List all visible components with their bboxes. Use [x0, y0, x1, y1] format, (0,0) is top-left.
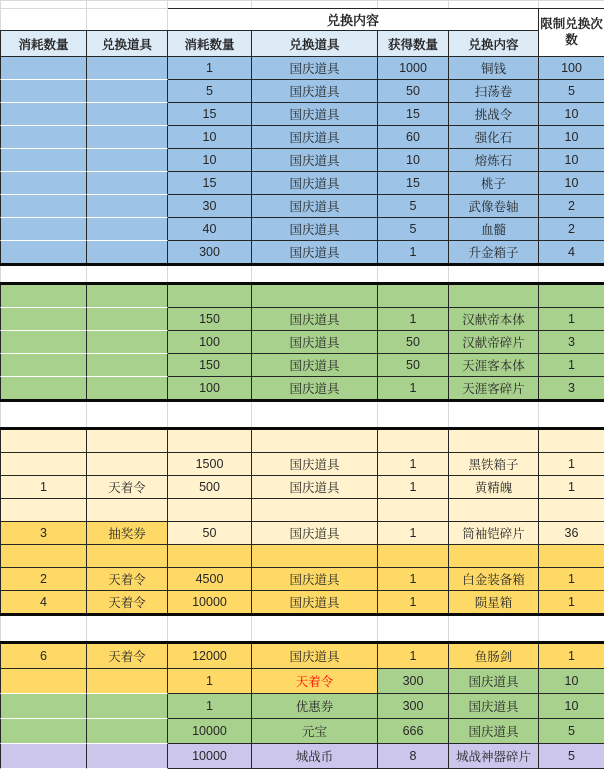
cell[interactable]: [1, 126, 87, 149]
col-header-consume-2[interactable]: 消耗数量: [168, 31, 252, 57]
cell[interactable]: 鱼肠剑: [449, 643, 539, 669]
cell[interactable]: 天着令: [87, 591, 168, 615]
cell[interactable]: 30: [168, 195, 252, 218]
cell[interactable]: [449, 545, 539, 568]
cell[interactable]: 1: [378, 308, 449, 331]
cell[interactable]: [87, 377, 168, 401]
table-row: [1, 669, 604, 694]
cell[interactable]: 国庆道具: [252, 103, 378, 126]
cell[interactable]: 国庆道具: [252, 476, 378, 499]
cell[interactable]: 1: [539, 568, 604, 591]
cell[interactable]: 国庆道具: [252, 377, 378, 401]
cell[interactable]: 10: [539, 694, 604, 719]
cell[interactable]: [378, 401, 449, 429]
cell[interactable]: 10: [168, 149, 252, 172]
cell[interactable]: [87, 331, 168, 354]
cell[interactable]: 300: [378, 669, 449, 694]
header-row-merged: [1, 9, 604, 31]
cell[interactable]: 国庆道具: [252, 308, 378, 331]
cell[interactable]: [449, 401, 539, 429]
table-row: [1, 476, 604, 499]
cell[interactable]: [1, 401, 87, 429]
cell[interactable]: [1, 499, 87, 522]
cell[interactable]: 国庆道具: [252, 80, 378, 103]
table-row: [1, 591, 604, 615]
cell[interactable]: [378, 615, 449, 643]
cell[interactable]: 1: [378, 643, 449, 669]
cell[interactable]: 10: [539, 103, 604, 126]
cell[interactable]: [539, 284, 604, 308]
cell[interactable]: 50: [378, 331, 449, 354]
cell[interactable]: [378, 499, 449, 522]
cell[interactable]: 3: [1, 522, 87, 545]
cell[interactable]: 4500: [168, 568, 252, 591]
cell[interactable]: 天着令: [252, 669, 378, 694]
table-row: [1, 195, 604, 218]
table-row: [1, 694, 604, 719]
cell[interactable]: 666: [378, 719, 449, 744]
cell[interactable]: [378, 545, 449, 568]
cell[interactable]: 强化石: [449, 126, 539, 149]
col-header-content[interactable]: 兑换内容: [449, 31, 539, 57]
table-row: [1, 126, 604, 149]
cell[interactable]: [539, 545, 604, 568]
cell[interactable]: 武像卷轴: [449, 195, 539, 218]
cell[interactable]: [1, 331, 87, 354]
cell[interactable]: 1: [378, 476, 449, 499]
table-row: [1, 331, 604, 354]
cell[interactable]: 5: [539, 744, 604, 769]
cell[interactable]: 3: [539, 377, 604, 401]
cell[interactable]: [449, 265, 539, 284]
cell[interactable]: 5: [539, 80, 604, 103]
cell[interactable]: [87, 149, 168, 172]
cell[interactable]: 5: [378, 195, 449, 218]
cell[interactable]: 1: [378, 568, 449, 591]
cell[interactable]: 40: [168, 218, 252, 241]
cell[interactable]: 天着令: [87, 476, 168, 499]
cell[interactable]: 10000: [168, 591, 252, 615]
cell[interactable]: [87, 453, 168, 476]
table-row: [1, 103, 604, 126]
cell[interactable]: 国庆道具: [449, 669, 539, 694]
cell[interactable]: [1, 719, 87, 744]
cell[interactable]: [168, 429, 252, 453]
cell[interactable]: [87, 195, 168, 218]
cell[interactable]: 100: [168, 377, 252, 401]
cell[interactable]: 10000: [168, 744, 252, 769]
cell[interactable]: 国庆道具: [252, 126, 378, 149]
cell[interactable]: [1, 284, 87, 308]
cell[interactable]: [1, 149, 87, 172]
cell[interactable]: [1, 354, 87, 377]
cell[interactable]: 国庆道具: [252, 57, 378, 80]
table-row: [1, 545, 604, 568]
cell[interactable]: 2: [539, 195, 604, 218]
cell[interactable]: 1: [539, 591, 604, 615]
cell[interactable]: [87, 284, 168, 308]
cell[interactable]: 天涯客碎片: [449, 377, 539, 401]
table-row: [1, 522, 604, 545]
cell[interactable]: 抽奖券: [87, 522, 168, 545]
cell[interactable]: 500: [168, 476, 252, 499]
cell[interactable]: 天涯客本体: [449, 354, 539, 377]
cell[interactable]: 白金装备箱: [449, 568, 539, 591]
cell[interactable]: 城战币: [252, 744, 378, 769]
cell[interactable]: [1, 429, 87, 453]
cell[interactable]: 国庆道具: [252, 331, 378, 354]
col-header-item-2[interactable]: 兑换道具: [252, 31, 378, 57]
cell[interactable]: [378, 284, 449, 308]
cell[interactable]: [1, 265, 87, 284]
table-row: [1, 643, 604, 669]
cell[interactable]: 5: [378, 218, 449, 241]
cell[interactable]: [252, 615, 378, 643]
cell[interactable]: [87, 126, 168, 149]
cell[interactable]: 黄精魄: [449, 476, 539, 499]
cell[interactable]: 10000: [168, 719, 252, 744]
cell[interactable]: 国庆道具: [252, 354, 378, 377]
table-row: [1, 401, 604, 429]
cell[interactable]: 国庆道具: [449, 694, 539, 719]
table-row: [1, 80, 604, 103]
cell[interactable]: 10: [539, 669, 604, 694]
cell[interactable]: 血髓: [449, 218, 539, 241]
cell[interactable]: [168, 499, 252, 522]
cell[interactable]: [87, 1, 168, 9]
table-row: [1, 719, 604, 744]
cell[interactable]: 汉献帝碎片: [449, 331, 539, 354]
cell[interactable]: 1: [539, 354, 604, 377]
table-row: [1, 499, 604, 522]
cell[interactable]: [1, 694, 87, 719]
col-header-gain[interactable]: 获得数量: [378, 31, 449, 57]
cell[interactable]: [1, 1, 87, 9]
cell[interactable]: [449, 429, 539, 453]
cell[interactable]: 60: [378, 126, 449, 149]
cell[interactable]: 2: [1, 568, 87, 591]
cell[interactable]: 150: [168, 308, 252, 331]
cell[interactable]: [539, 401, 604, 429]
cell[interactable]: 100: [168, 331, 252, 354]
cell[interactable]: 1: [1, 476, 87, 499]
cell[interactable]: 挑战令: [449, 103, 539, 126]
table-row: [1, 308, 604, 331]
cell[interactable]: 1: [378, 591, 449, 615]
cell[interactable]: [87, 615, 168, 643]
cell[interactable]: [87, 172, 168, 195]
cell[interactable]: [1, 57, 87, 80]
cell[interactable]: 300: [168, 241, 252, 265]
cell[interactable]: 升金箱子: [449, 241, 539, 265]
cell[interactable]: [87, 265, 168, 284]
cell[interactable]: 1: [539, 476, 604, 499]
table-row: [1, 429, 604, 453]
col-header-item-1[interactable]: 兑换道具: [87, 31, 168, 57]
cell[interactable]: [1, 103, 87, 126]
cell[interactable]: 国庆道具: [252, 453, 378, 476]
cell[interactable]: 汉献帝本体: [449, 308, 539, 331]
cell[interactable]: [87, 354, 168, 377]
table-row: [1, 354, 604, 377]
cell[interactable]: [1, 172, 87, 195]
table-row: [1, 172, 604, 195]
cell[interactable]: 天着令: [87, 643, 168, 669]
cell[interactable]: [539, 429, 604, 453]
cell[interactable]: [87, 9, 168, 31]
cell[interactable]: [168, 265, 252, 284]
cell[interactable]: 4: [1, 591, 87, 615]
cell[interactable]: [449, 615, 539, 643]
cell[interactable]: [252, 429, 378, 453]
cell[interactable]: 1: [168, 57, 252, 80]
cell[interactable]: [539, 499, 604, 522]
cell[interactable]: 天着令: [87, 568, 168, 591]
cell[interactable]: [252, 265, 378, 284]
cell[interactable]: 4: [539, 241, 604, 265]
cell[interactable]: 8: [378, 744, 449, 769]
table-row: [1, 453, 604, 476]
cell[interactable]: [1, 545, 87, 568]
cell[interactable]: 100: [539, 57, 604, 80]
table-row: [1, 744, 604, 769]
cell[interactable]: [87, 218, 168, 241]
cell[interactable]: 15: [378, 103, 449, 126]
table-row: [1, 615, 604, 643]
cell[interactable]: 10: [378, 149, 449, 172]
table-row: [1, 284, 604, 308]
cell[interactable]: [1, 195, 87, 218]
cell[interactable]: 国庆道具: [252, 195, 378, 218]
cell[interactable]: [1, 9, 87, 31]
cell[interactable]: 铜钱: [449, 57, 539, 80]
cell[interactable]: 城战神器碎片: [449, 744, 539, 769]
cell[interactable]: 国庆道具: [252, 591, 378, 615]
cell[interactable]: [87, 57, 168, 80]
cell[interactable]: 1: [539, 308, 604, 331]
cell[interactable]: [168, 284, 252, 308]
cell[interactable]: 熔炼石: [449, 149, 539, 172]
cell[interactable]: [87, 545, 168, 568]
cell[interactable]: 国庆道具: [252, 149, 378, 172]
cell[interactable]: 优惠券: [252, 694, 378, 719]
cell[interactable]: [87, 719, 168, 744]
cell[interactable]: [1, 80, 87, 103]
cell[interactable]: [87, 103, 168, 126]
cell[interactable]: 黑铁箱子: [449, 453, 539, 476]
cell[interactable]: 1: [168, 694, 252, 719]
cell[interactable]: 1: [378, 453, 449, 476]
cell[interactable]: 陨星箱: [449, 591, 539, 615]
cell[interactable]: [252, 284, 378, 308]
cell[interactable]: 3: [539, 331, 604, 354]
cell[interactable]: 国庆道具: [252, 172, 378, 195]
cell[interactable]: 国庆道具: [252, 568, 378, 591]
cell[interactable]: 扫荡卷: [449, 80, 539, 103]
cell[interactable]: [539, 265, 604, 284]
cell[interactable]: 1: [539, 643, 604, 669]
cell[interactable]: 国庆道具: [252, 643, 378, 669]
cell[interactable]: [1, 669, 87, 694]
cell[interactable]: [1, 377, 87, 401]
cell[interactable]: 15: [378, 172, 449, 195]
cell[interactable]: 筒袖铠碎片: [449, 522, 539, 545]
cell[interactable]: [449, 499, 539, 522]
cell[interactable]: [1, 615, 87, 643]
cell[interactable]: [252, 401, 378, 429]
cell[interactable]: 10: [539, 149, 604, 172]
cell[interactable]: 1000: [378, 57, 449, 80]
cell[interactable]: 10: [539, 126, 604, 149]
cell[interactable]: 10: [539, 172, 604, 195]
cell[interactable]: 国庆道具: [449, 719, 539, 744]
cell[interactable]: [168, 615, 252, 643]
cell[interactable]: [87, 241, 168, 265]
cell[interactable]: 150: [168, 354, 252, 377]
cell[interactable]: 10: [168, 126, 252, 149]
cell[interactable]: 1: [168, 669, 252, 694]
cell[interactable]: 300: [378, 694, 449, 719]
cell[interactable]: [378, 1, 449, 9]
cell[interactable]: [87, 429, 168, 453]
cell[interactable]: 国庆道具: [252, 218, 378, 241]
cell[interactable]: [252, 1, 378, 9]
cell[interactable]: [168, 1, 252, 9]
cell[interactable]: 1500: [168, 453, 252, 476]
cell[interactable]: 12000: [168, 643, 252, 669]
cell[interactable]: 5: [539, 719, 604, 744]
cell[interactable]: 5: [168, 80, 252, 103]
cell[interactable]: [168, 545, 252, 568]
cell[interactable]: [449, 1, 539, 9]
cell[interactable]: [87, 308, 168, 331]
table-row: [1, 568, 604, 591]
col-header-consume-1[interactable]: 消耗数量: [1, 31, 87, 57]
cell[interactable]: [252, 499, 378, 522]
cell[interactable]: [1, 453, 87, 476]
cell[interactable]: [378, 265, 449, 284]
cell[interactable]: [449, 284, 539, 308]
cell[interactable]: [378, 429, 449, 453]
table-row: [1, 57, 604, 80]
cell[interactable]: [168, 401, 252, 429]
cell[interactable]: [87, 401, 168, 429]
cell[interactable]: 50: [378, 354, 449, 377]
limit-exchange-header[interactable]: 限制兑换次数: [539, 9, 604, 57]
cell[interactable]: [1, 744, 87, 769]
cell[interactable]: [539, 615, 604, 643]
cell[interactable]: 元宝: [252, 719, 378, 744]
cell[interactable]: 桃子: [449, 172, 539, 195]
column-header-row: [1, 31, 604, 57]
cell[interactable]: [87, 694, 168, 719]
table-row: [1, 218, 604, 241]
table-row: [1, 241, 604, 265]
cell[interactable]: 36: [539, 522, 604, 545]
exchange-content-title[interactable]: 兑换内容: [168, 9, 539, 31]
cell[interactable]: 1: [378, 522, 449, 545]
cell[interactable]: 国庆道具: [252, 241, 378, 265]
cell[interactable]: [87, 80, 168, 103]
cell[interactable]: 国庆道具: [252, 522, 378, 545]
cell[interactable]: 1: [378, 377, 449, 401]
table-row: [1, 265, 604, 284]
cell[interactable]: [87, 744, 168, 769]
cell[interactable]: [1, 241, 87, 265]
spacer-row: [1, 1, 604, 9]
cell[interactable]: [1, 218, 87, 241]
cell[interactable]: [87, 499, 168, 522]
cell[interactable]: 6: [1, 643, 87, 669]
cell[interactable]: 50: [378, 80, 449, 103]
cell[interactable]: 1: [378, 241, 449, 265]
cell[interactable]: 15: [168, 172, 252, 195]
cell[interactable]: [252, 545, 378, 568]
cell[interactable]: 15: [168, 103, 252, 126]
table-row: [1, 377, 604, 401]
cell[interactable]: [1, 308, 87, 331]
cell[interactable]: [87, 669, 168, 694]
cell[interactable]: 50: [168, 522, 252, 545]
table-row: [1, 149, 604, 172]
cell[interactable]: 1: [539, 453, 604, 476]
cell[interactable]: [539, 1, 604, 9]
cell[interactable]: 2: [539, 218, 604, 241]
